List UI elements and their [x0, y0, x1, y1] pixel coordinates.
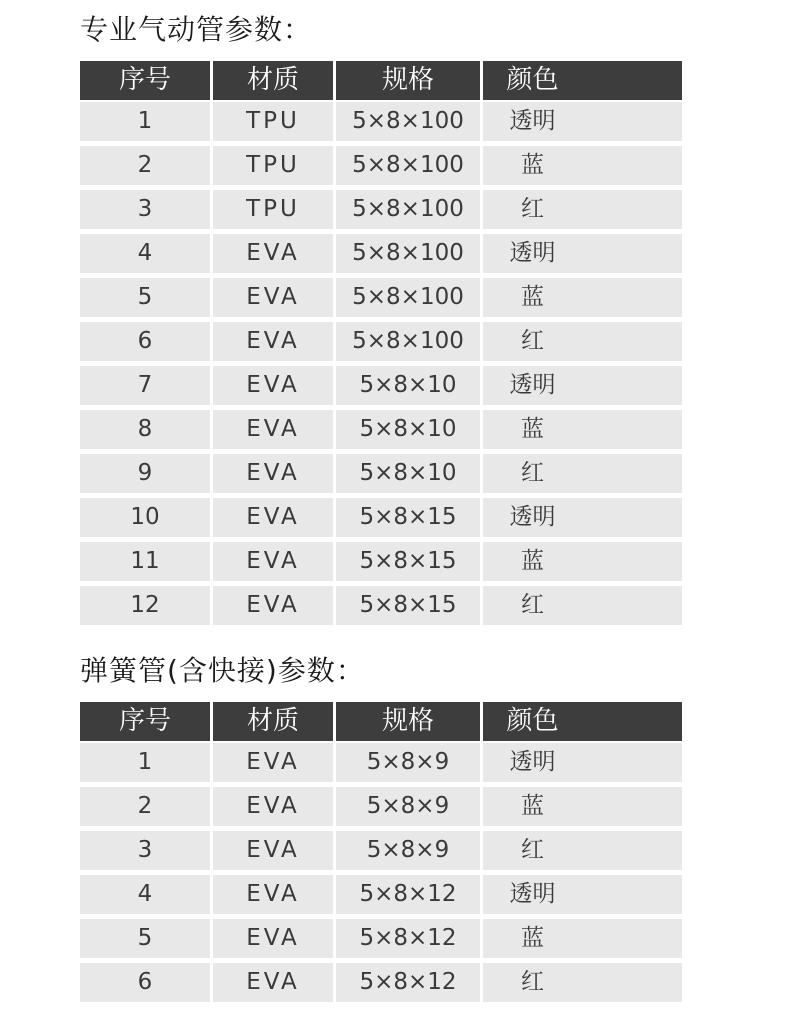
cell-material: TPU: [213, 190, 336, 229]
cell-spec: 5×8×12: [336, 875, 483, 914]
cell-color: 红: [483, 454, 682, 493]
cell-color: 透明: [483, 875, 682, 914]
cell-material: EVA: [213, 875, 336, 914]
cell-index: 6: [80, 963, 213, 1002]
cell-spec: 5×8×9: [336, 743, 483, 782]
section-title: 弹簧管(含快接)参数：: [80, 654, 365, 687]
table-row: [80, 586, 682, 625]
cell-index: 4: [80, 234, 213, 273]
cell-spec: 5×8×100: [336, 322, 483, 361]
spring-tube-section: [80, 651, 682, 1002]
cell-color: 蓝: [483, 919, 682, 958]
cell-index: 1: [80, 743, 213, 782]
header-index: 序号: [80, 702, 213, 741]
cell-color: 蓝: [483, 146, 682, 185]
cell-material: TPU: [213, 146, 336, 185]
cell-color: 红: [483, 831, 682, 870]
cell-color: 透明: [483, 234, 682, 273]
cell-color: 蓝: [483, 278, 682, 317]
table-body: [80, 102, 682, 625]
cell-index: 10: [80, 498, 213, 537]
table-row: [80, 831, 682, 870]
cell-index: 8: [80, 410, 213, 449]
table-row: [80, 743, 682, 782]
cell-color: 红: [483, 963, 682, 1002]
table-row: [80, 787, 682, 826]
cell-index: 1: [80, 102, 213, 141]
pneumatic-tube-table: [80, 61, 682, 625]
cell-material: EVA: [213, 743, 336, 782]
cell-spec: 5×8×12: [336, 963, 483, 1002]
cell-material: EVA: [213, 787, 336, 826]
table-row: [80, 322, 682, 361]
cell-index: 2: [80, 146, 213, 185]
cell-spec: 5×8×100: [336, 146, 483, 185]
cell-index: 4: [80, 875, 213, 914]
cell-material: EVA: [213, 586, 336, 625]
cell-index: 3: [80, 831, 213, 870]
cell-spec: 5×8×12: [336, 919, 483, 958]
cell-spec: 5×8×9: [336, 831, 483, 870]
table-row: [80, 366, 682, 405]
table-row: [80, 542, 682, 581]
table-row: [80, 875, 682, 914]
cell-color: 红: [483, 322, 682, 361]
cell-spec: 5×8×15: [336, 542, 483, 581]
cell-color: 透明: [483, 743, 682, 782]
cell-color: 蓝: [483, 542, 682, 581]
table-row: [80, 190, 682, 229]
header-spec: 规格: [336, 61, 483, 100]
cell-index: 3: [80, 190, 213, 229]
cell-color: 红: [483, 586, 682, 625]
table-row: [80, 102, 682, 141]
cell-material: EVA: [213, 498, 336, 537]
cell-material: EVA: [213, 454, 336, 493]
table-header-row: [80, 61, 682, 100]
spring-tube-table: [80, 702, 682, 1002]
header-color: 颜色: [483, 702, 682, 741]
pneumatic-tube-section: [80, 10, 682, 625]
cell-spec: 5×8×9: [336, 787, 483, 826]
cell-index: 5: [80, 919, 213, 958]
cell-material: EVA: [213, 278, 336, 317]
cell-material: EVA: [213, 366, 336, 405]
table-row: [80, 234, 682, 273]
header-material: 材质: [213, 702, 336, 741]
cell-spec: 5×8×10: [336, 454, 483, 493]
cell-index: 5: [80, 278, 213, 317]
table-row: [80, 498, 682, 537]
cell-color: 蓝: [483, 787, 682, 826]
cell-index: 9: [80, 454, 213, 493]
cell-material: EVA: [213, 831, 336, 870]
section-title: 专业气动管参数：: [80, 13, 313, 46]
cell-color: 红: [483, 190, 682, 229]
cell-spec: 5×8×100: [336, 278, 483, 317]
cell-material: EVA: [213, 410, 336, 449]
header-color: 颜色: [483, 61, 682, 100]
cell-material: EVA: [213, 919, 336, 958]
cell-color: 蓝: [483, 410, 682, 449]
cell-index: 12: [80, 586, 213, 625]
cell-index: 7: [80, 366, 213, 405]
cell-material: EVA: [213, 234, 336, 273]
cell-spec: 5×8×10: [336, 410, 483, 449]
table-row: [80, 963, 682, 1002]
cell-spec: 5×8×100: [336, 234, 483, 273]
table-row: [80, 146, 682, 185]
header-spec: 规格: [336, 702, 483, 741]
table-header-row: [80, 702, 682, 741]
cell-index: 6: [80, 322, 213, 361]
cell-material: TPU: [213, 102, 336, 141]
cell-color: 透明: [483, 366, 682, 405]
cell-material: EVA: [213, 322, 336, 361]
cell-spec: 5×8×10: [336, 366, 483, 405]
cell-color: 透明: [483, 498, 682, 537]
cell-material: EVA: [213, 542, 336, 581]
table-row: [80, 410, 682, 449]
header-index: 序号: [80, 61, 213, 100]
cell-material: EVA: [213, 963, 336, 1002]
cell-index: 2: [80, 787, 213, 826]
cell-color: 透明: [483, 102, 682, 141]
cell-spec: 5×8×15: [336, 498, 483, 537]
table-body: [80, 743, 682, 1002]
table-row: [80, 454, 682, 493]
cell-spec: 5×8×15: [336, 586, 483, 625]
cell-spec: 5×8×100: [336, 190, 483, 229]
table-row: [80, 919, 682, 958]
table-row: [80, 278, 682, 317]
cell-index: 11: [80, 542, 213, 581]
header-material: 材质: [213, 61, 336, 100]
cell-spec: 5×8×100: [336, 102, 483, 141]
